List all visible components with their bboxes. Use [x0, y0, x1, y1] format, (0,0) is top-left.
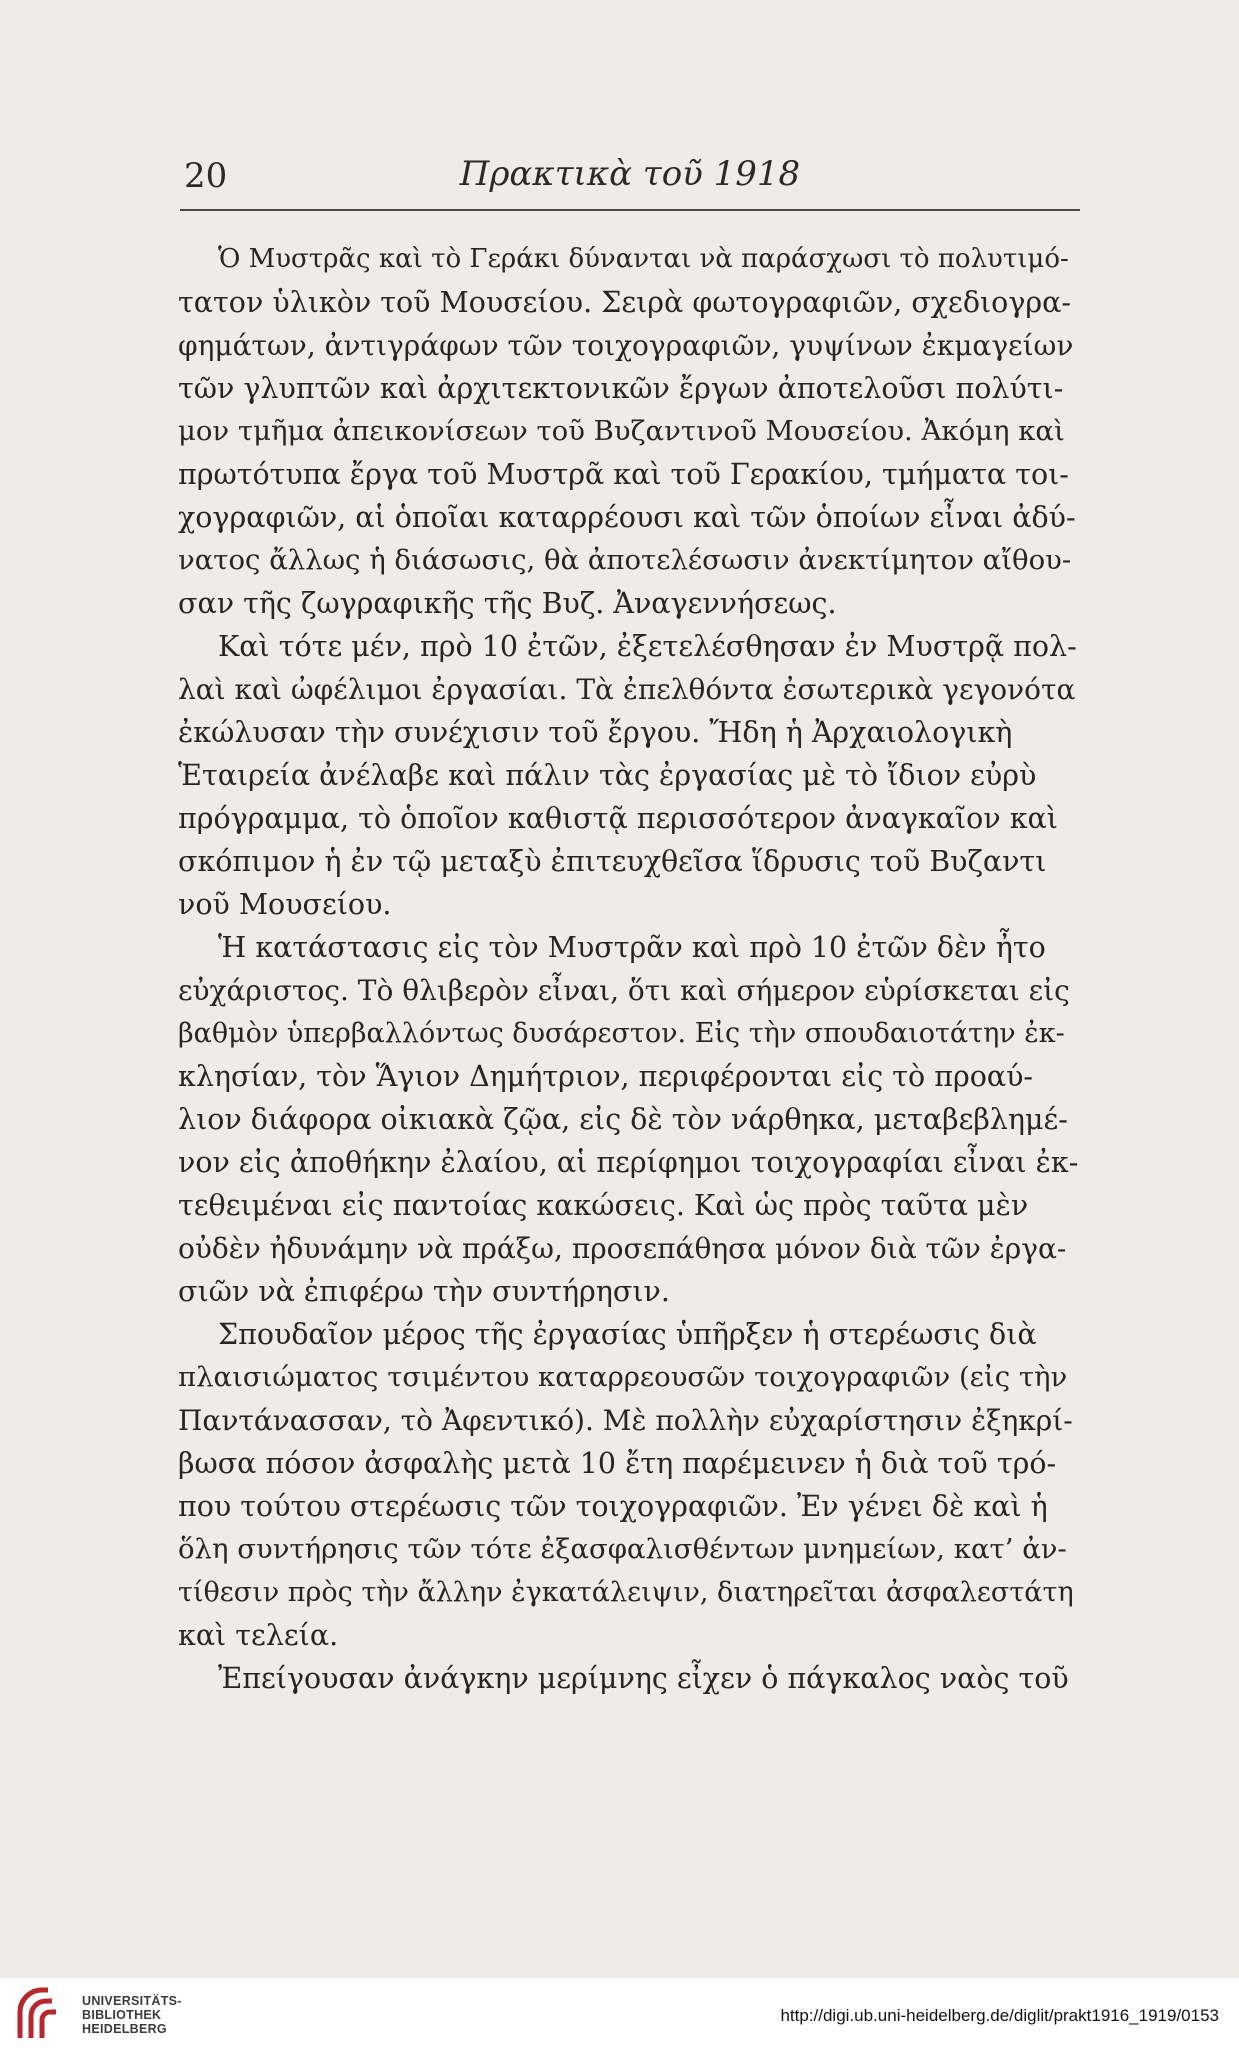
text-line: νοῦ Μουσείου. [178, 888, 392, 921]
body-text [178, 238, 1078, 1700]
text-line: νατος ἄλλως ἡ διάσωσις, θὰ ἀποτελέσωσιν ἀνεκτίμητον αἴθου- [178, 544, 1072, 576]
text-line: μον τμῆμα ἀπεικονίσεων τοῦ Βυζαντινοῦ Μουσείου. Ἀκόμη καὶ [178, 415, 1065, 447]
library-name-line: UNIVERSITÄTS- [82, 1994, 182, 2008]
paragraph [178, 238, 1078, 625]
text-line: Ἐπείγουσαν ἀνάγκην μερίμνης εἶχεν ὁ πάγκαλος ναὸς τοῦ [218, 1662, 1069, 1695]
library-name-line: HEIDELBERG [82, 2022, 167, 2036]
text-line: λιον διάφορα οἰκιακὰ ζῷα, εἰς δὲ τὸν νάρθηκα, μεταβεβλημέ- [178, 1103, 1068, 1136]
paragraph [178, 1657, 1078, 1700]
text-line: σιῶν νὰ ἐπιφέρω τὴν συντήρησιν. [178, 1275, 670, 1308]
library-name [82, 1994, 182, 2036]
text-line: τῶν γλυπτῶν καὶ ἀρχιτεκτονικῶν ἔργων ἀποτελοῦσι πολύτι- [178, 372, 1064, 405]
text-line: ἐκώλυσαν τὴν συνέχισιν τοῦ ἔργου. Ἤδη ἡ Ἀρχαιολογικὴ [178, 716, 1013, 749]
library-name-line: BIBLIOTHEK [82, 2008, 162, 2022]
text-line: πρωτότυπα ἔργα τοῦ Μυστρᾶ καὶ τοῦ Γερακίου, τμήματα τοι- [178, 458, 1069, 491]
paragraph [178, 1313, 1078, 1657]
text-line: ὅλη συντήρησις τῶν τότε ἐξασφαλισθέντων μνημείων, κατ’ ἀν- [178, 1533, 1067, 1565]
text-line: εὐχάριστος. Τὸ θλιβερὸν εἶναι, ὅτι καὶ σήμερον εὑρίσκεται εἰς [178, 974, 1070, 1007]
text-line: πρόγραμμα, τὸ ὁποῖον καθιστᾷ περισσότερον ἀναγκαῖον καὶ [178, 802, 1058, 835]
text-line: Παντάνασσαν, τὸ Ἀφεντικό). Μὲ πολλὴν εὐχαρίστησιν ἐξηκρί- [178, 1404, 1073, 1437]
text-line: τίθεσιν πρὸς τὴν ἄλλην ἐγκατάλειψιν, διατηρεῖται ἀσφαλεστάτη [178, 1577, 1074, 1608]
text-line: Σπουδαῖον μέρος τῆς ἐργασίας ὑπῆρξεν ἡ στερέωσις διὰ [218, 1318, 1037, 1351]
university-library-logo-icon [14, 1984, 74, 2044]
text-line: βωσα πόσον ἀσφαλὴς μετὰ 10 ἔτη παρέμεινεν ἡ διὰ τοῦ τρό- [178, 1447, 1057, 1480]
paragraph [178, 926, 1078, 1313]
text-line: πλαισιώματος τσιμέντου καταρρεουσῶν τοιχογραφιῶν (εἰς τὴν [178, 1361, 1068, 1393]
text-line: τεθειμέναι εἰς παντοίας κακώσεις. Καὶ ὡς πρὸς ταῦτα μὲν [178, 1189, 1029, 1222]
text-line: φημάτων, ἀντιγράφων τῶν τοιχογραφιῶν, γυψίνων ἐκμαγείων [178, 329, 1074, 362]
text-line: σκόπιμον ἡ ἐν τῷ μεταξὺ ἐπιτευχθεῖσα ἵδρυσις τοῦ Βυζαντι [178, 845, 1047, 878]
text-line: τατον ὑλικὸν τοῦ Μουσείου. Σειρὰ φωτογραφιῶν, σχεδιογρα- [178, 286, 1071, 319]
text-line: Ἑταιρεία ἀνέλαβε καὶ πάλιν τὰς ἐργασίας μὲ τὸ ἴδιον εὐρὺ [178, 759, 1037, 792]
page-header-title: Πρακτικὰ τοῦ 1918 [459, 154, 801, 194]
text-line: Ἡ κατάστασις εἰς τὸν Μυστρᾶν καὶ πρὸ 10 ἐτῶν δὲν ἦτο [218, 931, 1046, 964]
text-line: χογραφιῶν, αἱ ὁποῖαι καταρρέουσι καὶ τῶν ὁποίων εἶναι ἀδύ- [178, 501, 1076, 534]
text-line: που τούτου στερέωσις τῶν τοιχογραφιῶν. Ἐν γένει δὲ καὶ ἡ [178, 1490, 1048, 1523]
text-line: οὐδὲν ἠδυνάμην νὰ πράξω, προσεπάθησα μόνον διὰ τῶν ἐργα- [178, 1232, 1067, 1265]
text-line: βαθμὸν ὑπερβαλλόντως δυσάρεστον. Εἰς τὴν σπουδαιοτάτην ἐκ- [178, 1018, 1065, 1049]
source-url-link[interactable]: http://digi.ub.uni-heidelberg.de/diglit/prakt1916_1919/0153 [780, 2006, 1219, 2025]
text-line: νον εἰς ἀποθήκην ἐλαίου, αἱ περίφημοι τοιχογραφίαι εἶναι ἐκ- [178, 1146, 1079, 1179]
text-line: Ὁ Μυστρᾶς καὶ τὸ Γεράκι δύνανται νὰ παράσχωσι τὸ πολυτιμό- [218, 244, 1069, 274]
header-rule [180, 209, 1080, 211]
paragraph [178, 625, 1078, 926]
running-head [180, 150, 1080, 208]
page-number: 20 [184, 156, 228, 196]
text-line: καὶ τελεία. [178, 1619, 339, 1652]
text-line: κλησίαν, τὸν Ἅγιον Δημήτριον, περιφέρονται εἰς τὸ προαύ- [178, 1060, 1034, 1093]
text-line: σαν τῆς ζωγραφικῆς τῆς Βυζ. Ἀναγεννήσεως. [178, 587, 837, 620]
text-line: Καὶ τότε μέν, πρὸ 10 ἐτῶν, ἐξετελέσθησαν ἐν Μυστρᾷ πολ- [218, 630, 1077, 663]
text-line: λαὶ καὶ ὠφέλιμοι ἐργασίαι. Τὰ ἐπελθόντα ἐσωτερικὰ γεγονότα [178, 673, 1076, 706]
